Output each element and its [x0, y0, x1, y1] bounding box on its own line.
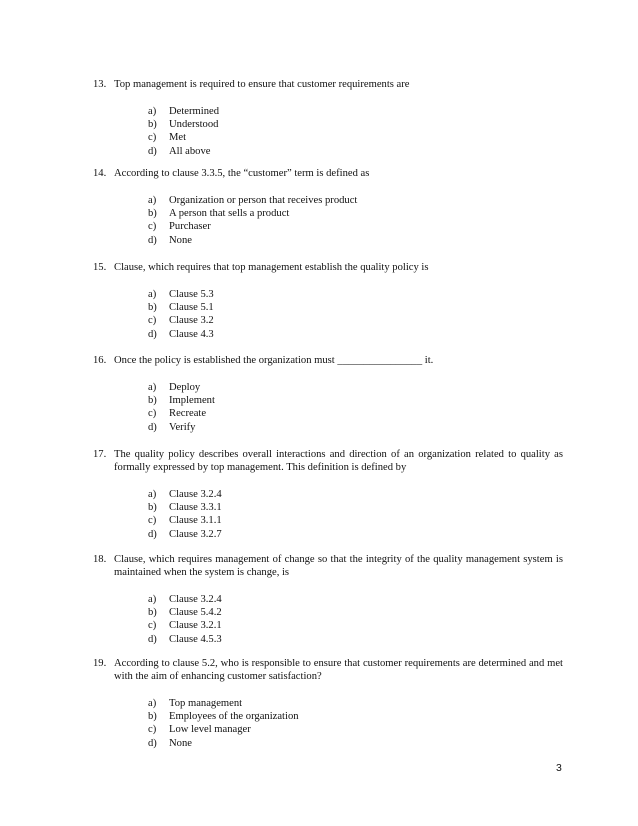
option-b: [148, 710, 563, 723]
option-text: Top management: [169, 698, 243, 709]
option-letter: a): [148, 698, 157, 709]
option-a: [148, 105, 563, 118]
option-c: [148, 220, 563, 233]
answer-options: [148, 288, 563, 341]
question-text: According to clause 3.3.5, the “customer” term is defined as: [114, 168, 370, 179]
answer-options: [148, 381, 563, 434]
question-number: 16.: [93, 355, 107, 366]
option-text: Clause 3.3.1: [169, 502, 222, 514]
option-d: [148, 737, 563, 750]
option-letter: d): [148, 145, 157, 157]
option-letter: d): [148, 234, 157, 246]
answer-options: [148, 194, 563, 247]
option-text: Clause 3.2.4: [169, 489, 222, 500]
question-19: [93, 657, 563, 750]
option-letter: c): [148, 408, 157, 420]
question-text: Clause, which requires that top management establish the quality policy is: [114, 262, 429, 273]
option-a: [148, 697, 563, 710]
question-17: [93, 448, 563, 541]
option-text: Deploy: [169, 382, 201, 393]
option-text: Verify: [169, 421, 196, 433]
option-a: [148, 288, 563, 301]
option-text: Implement: [169, 395, 215, 407]
option-d: [148, 528, 563, 541]
option-letter: c): [148, 221, 157, 233]
option-letter: b): [148, 302, 157, 314]
option-b: [148, 606, 563, 619]
option-text: None: [169, 737, 192, 749]
option-letter: d): [148, 633, 157, 645]
option-letter: a): [148, 106, 157, 117]
option-d: [148, 234, 563, 247]
option-text: Clause 3.1.1: [169, 515, 222, 527]
option-a: [148, 593, 563, 606]
option-text: Clause 4.5.3: [169, 633, 222, 645]
answer-options: [148, 488, 563, 541]
option-text: Clause 3.2.7: [169, 528, 222, 540]
question-text: According to clause 5.2, who is responsible to ensure that customer requirements are determined and met with the aim of enhancing customer satisfaction?: [114, 658, 563, 682]
option-text: Clause 3.2.4: [169, 594, 222, 605]
answer-options: [148, 593, 563, 646]
option-letter: c): [148, 315, 157, 327]
option-text: A person that sells a product: [169, 208, 290, 220]
option-a: [148, 194, 563, 207]
answer-options: [148, 105, 563, 158]
option-letter: b): [148, 395, 157, 407]
option-letter: d): [148, 528, 157, 540]
option-letter: d): [148, 737, 157, 749]
option-letter: b): [148, 711, 157, 723]
option-text: None: [169, 234, 192, 246]
option-a: [148, 488, 563, 501]
option-b: [148, 394, 563, 407]
option-letter: b): [148, 119, 157, 131]
option-d: [148, 633, 563, 646]
option-letter: a): [148, 489, 157, 500]
option-text: Clause 4.3: [169, 328, 214, 340]
option-text: All above: [169, 145, 211, 157]
option-letter: c): [148, 132, 157, 144]
option-text: Employees of the organization: [169, 711, 299, 723]
option-text: Clause 3.2: [169, 315, 214, 327]
option-letter: a): [148, 289, 157, 300]
answer-options: [148, 697, 563, 750]
page-number: 3: [556, 762, 562, 774]
option-letter: c): [148, 724, 157, 736]
question-16: [93, 354, 563, 434]
question-number: 13.: [93, 79, 107, 90]
option-c: [148, 723, 563, 736]
option-text: Clause 5.1: [169, 302, 214, 314]
question-14: [93, 167, 563, 247]
option-text: Organization or person that receives product: [169, 195, 358, 206]
option-b: [148, 301, 563, 314]
option-b: [148, 207, 563, 220]
option-text: Met: [169, 132, 187, 144]
option-c: [148, 407, 563, 420]
option-b: [148, 501, 563, 514]
option-text: Understood: [169, 119, 219, 131]
option-letter: a): [148, 594, 157, 605]
option-letter: b): [148, 502, 157, 514]
option-d: [148, 145, 563, 158]
question-18: [93, 553, 563, 646]
option-letter: a): [148, 382, 157, 393]
option-letter: a): [148, 195, 157, 206]
question-number: 15.: [93, 262, 107, 273]
question-number: 19.: [93, 658, 107, 669]
question-text: Once the policy is established the organization must ________________ it.: [114, 355, 434, 366]
option-c: [148, 619, 563, 632]
option-c: [148, 514, 563, 527]
question-number: 17.: [93, 449, 107, 460]
option-d: [148, 421, 563, 434]
question-13: [93, 78, 563, 158]
option-text: Low level manager: [169, 724, 251, 736]
question-text: Clause, which requires management of change so that the integrity of the quality management system is maintained when the system is change, is: [114, 554, 563, 578]
option-c: [148, 314, 563, 327]
option-letter: b): [148, 208, 157, 220]
option-text: Determined: [169, 106, 220, 117]
option-letter: b): [148, 607, 157, 619]
option-letter: c): [148, 515, 157, 527]
option-text: Clause 3.2.1: [169, 620, 222, 632]
option-text: Clause 5.3: [169, 289, 214, 300]
option-c: [148, 131, 563, 144]
question-15: [93, 261, 563, 341]
option-letter: d): [148, 328, 157, 340]
option-d: [148, 328, 563, 341]
option-b: [148, 118, 563, 131]
option-text: Recreate: [169, 408, 207, 420]
option-letter: c): [148, 620, 157, 632]
option-a: [148, 381, 563, 394]
question-text: The quality policy describes overall interactions and direction of an organization related to quality as formally expressed by top management. This definition is defined by: [114, 449, 563, 473]
option-letter: d): [148, 421, 157, 433]
option-text: Purchaser: [169, 221, 211, 233]
question-number: 18.: [93, 554, 107, 565]
option-text: Clause 5.4.2: [169, 607, 222, 619]
question-text: Top management is required to ensure that customer requirements are: [114, 79, 410, 90]
question-number: 14.: [93, 168, 107, 179]
